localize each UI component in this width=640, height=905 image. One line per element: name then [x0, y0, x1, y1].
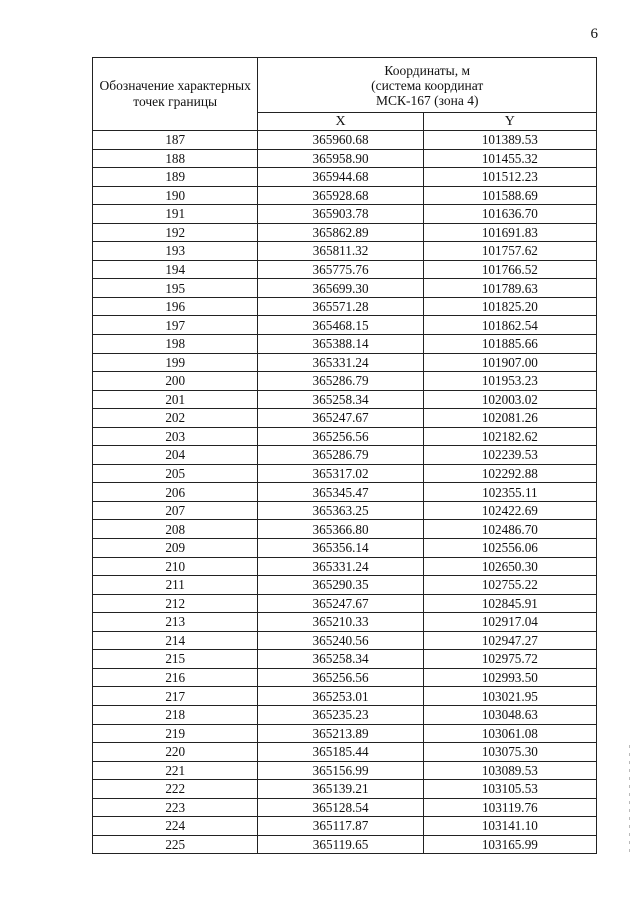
- point-number-cell: 188: [93, 149, 258, 168]
- y-coordinate-cell: 101389.53: [423, 131, 596, 150]
- point-number-cell: 224: [93, 817, 258, 836]
- point-number-cell: 190: [93, 186, 258, 205]
- y-coordinate-cell: 101953.23: [423, 372, 596, 391]
- point-number-cell: 194: [93, 260, 258, 279]
- x-coordinate-cell: 365286.79: [258, 372, 423, 391]
- x-coordinate-cell: 365699.30: [258, 279, 423, 298]
- point-number-cell: 201: [93, 390, 258, 409]
- y-coordinate-cell: 103048.63: [423, 705, 596, 724]
- table-row: [93, 557, 597, 576]
- point-number-cell: 205: [93, 464, 258, 483]
- point-number-cell: 196: [93, 297, 258, 316]
- header-coordinates-line2: (система координат: [371, 77, 484, 93]
- x-coordinate-cell: 365571.28: [258, 297, 423, 316]
- table-row: [93, 631, 597, 650]
- x-coordinate-cell: 365356.14: [258, 539, 423, 558]
- y-coordinate-cell: 102993.50: [423, 668, 596, 687]
- point-number-cell: 225: [93, 835, 258, 854]
- x-coordinate-cell: 365185.44: [258, 743, 423, 762]
- y-coordinate-cell: 103105.53: [423, 780, 596, 799]
- x-coordinate-cell: 365775.76: [258, 260, 423, 279]
- y-coordinate-cell: 102947.27: [423, 631, 596, 650]
- x-coordinate-cell: 365331.24: [258, 557, 423, 576]
- table-row: [93, 335, 597, 354]
- table-row: [93, 242, 597, 261]
- table-row: [93, 650, 597, 669]
- x-coordinate-cell: 365156.99: [258, 761, 423, 780]
- point-number-cell: 202: [93, 409, 258, 428]
- table-row: [93, 427, 597, 446]
- x-coordinate-cell: 365388.14: [258, 335, 423, 354]
- y-coordinate-cell: 102292.88: [423, 464, 596, 483]
- y-coordinate-cell: 101789.63: [423, 279, 596, 298]
- point-number-cell: 197: [93, 316, 258, 335]
- point-number-cell: 222: [93, 780, 258, 799]
- point-number-cell: 192: [93, 223, 258, 242]
- x-coordinate-cell: 365253.01: [258, 687, 423, 706]
- point-number-cell: 189: [93, 168, 258, 187]
- x-coordinate-cell: 365235.23: [258, 705, 423, 724]
- x-coordinate-cell: 365258.34: [258, 390, 423, 409]
- y-coordinate-cell: 102182.62: [423, 427, 596, 446]
- point-number-cell: 211: [93, 576, 258, 595]
- table-row: [93, 223, 597, 242]
- point-number-cell: 204: [93, 446, 258, 465]
- point-number-cell: 223: [93, 798, 258, 817]
- point-number-cell: 221: [93, 761, 258, 780]
- table-row: [93, 316, 597, 335]
- point-number-cell: 215: [93, 650, 258, 669]
- coordinates-table: [92, 57, 597, 854]
- y-coordinate-cell: 101757.62: [423, 242, 596, 261]
- y-coordinate-cell: 101512.23: [423, 168, 596, 187]
- point-number-cell: 212: [93, 594, 258, 613]
- x-coordinate-cell: 365317.02: [258, 464, 423, 483]
- point-number-cell: 219: [93, 724, 258, 743]
- table-row: [93, 168, 597, 187]
- table-row: [93, 297, 597, 316]
- table-row: [93, 835, 597, 854]
- x-coordinate-cell: 365258.34: [258, 650, 423, 669]
- x-coordinate-cell: 365862.89: [258, 223, 423, 242]
- table-row: [93, 761, 597, 780]
- table-row: [93, 186, 597, 205]
- y-coordinate-cell: 101862.54: [423, 316, 596, 335]
- y-coordinate-cell: 103089.53: [423, 761, 596, 780]
- table-row: [93, 668, 597, 687]
- table-row: [93, 798, 597, 817]
- y-coordinate-cell: 102422.69: [423, 501, 596, 520]
- x-coordinate-cell: 365128.54: [258, 798, 423, 817]
- table-row: [93, 501, 597, 520]
- x-coordinate-cell: 365811.32: [258, 242, 423, 261]
- y-coordinate-cell: 102917.04: [423, 613, 596, 632]
- y-coordinate-cell: 101885.66: [423, 335, 596, 354]
- table-row: [93, 520, 597, 539]
- table-row: [93, 483, 597, 502]
- y-coordinate-cell: 102650.30: [423, 557, 596, 576]
- y-coordinate-cell: 101691.83: [423, 223, 596, 242]
- x-coordinate-cell: 365256.56: [258, 427, 423, 446]
- x-coordinate-cell: 365119.65: [258, 835, 423, 854]
- point-number-cell: 191: [93, 205, 258, 224]
- x-coordinate-cell: 365331.24: [258, 353, 423, 372]
- x-coordinate-cell: 365468.15: [258, 316, 423, 335]
- x-coordinate-cell: 365363.25: [258, 501, 423, 520]
- y-coordinate-cell: 101636.70: [423, 205, 596, 224]
- point-number-cell: 213: [93, 613, 258, 632]
- table-row: [93, 372, 597, 391]
- table-row: [93, 705, 597, 724]
- x-coordinate-cell: 365240.56: [258, 631, 423, 650]
- x-coordinate-cell: 365903.78: [258, 205, 423, 224]
- x-coordinate-cell: 365928.68: [258, 186, 423, 205]
- y-coordinate-cell: 102081.26: [423, 409, 596, 428]
- y-coordinate-cell: 103021.95: [423, 687, 596, 706]
- y-coordinate-cell: 102355.11: [423, 483, 596, 502]
- table-row: [93, 724, 597, 743]
- table-row: [93, 279, 597, 298]
- table-row: [93, 743, 597, 762]
- point-number-cell: 200: [93, 372, 258, 391]
- table-row: [93, 817, 597, 836]
- table-row: [93, 260, 597, 279]
- y-coordinate-cell: 101825.20: [423, 297, 596, 316]
- table-row: [93, 687, 597, 706]
- table-row: [93, 149, 597, 168]
- y-coordinate-cell: 102845.91: [423, 594, 596, 613]
- scan-margin-mark: [629, 745, 630, 855]
- point-number-cell: 218: [93, 705, 258, 724]
- x-coordinate-cell: 365290.35: [258, 576, 423, 595]
- point-number-cell: 199: [93, 353, 258, 372]
- table-body: [93, 131, 597, 854]
- point-number-cell: 220: [93, 743, 258, 762]
- x-coordinate-cell: 365117.87: [258, 817, 423, 836]
- table-row: [93, 390, 597, 409]
- y-coordinate-cell: 102486.70: [423, 520, 596, 539]
- point-number-cell: 208: [93, 520, 258, 539]
- table-row: [93, 353, 597, 372]
- header-coordinates: [258, 58, 597, 113]
- y-coordinate-cell: 102003.02: [423, 390, 596, 409]
- table-row: [93, 613, 597, 632]
- point-number-cell: 209: [93, 539, 258, 558]
- x-coordinate-cell: 365944.68: [258, 168, 423, 187]
- point-number-cell: 193: [93, 242, 258, 261]
- y-coordinate-cell: 101455.32: [423, 149, 596, 168]
- y-coordinate-cell: 103165.99: [423, 835, 596, 854]
- y-coordinate-cell: 101907.00: [423, 353, 596, 372]
- table-row: [93, 594, 597, 613]
- table-row: [93, 780, 597, 799]
- x-coordinate-cell: 365286.79: [258, 446, 423, 465]
- header-point-designation: Обозначение характерных точек границы: [93, 58, 258, 131]
- x-coordinate-cell: 365213.89: [258, 724, 423, 743]
- point-number-cell: 210: [93, 557, 258, 576]
- x-coordinate-cell: 365256.56: [258, 668, 423, 687]
- y-coordinate-cell: 101766.52: [423, 260, 596, 279]
- x-coordinate-cell: 365345.47: [258, 483, 423, 502]
- x-coordinate-cell: 365139.21: [258, 780, 423, 799]
- x-coordinate-cell: 365210.33: [258, 613, 423, 632]
- x-coordinate-cell: 365366.80: [258, 520, 423, 539]
- x-coordinate-cell: 365958.90: [258, 149, 423, 168]
- table-row: [93, 205, 597, 224]
- point-number-cell: 216: [93, 668, 258, 687]
- y-coordinate-cell: 102975.72: [423, 650, 596, 669]
- table-row: [93, 409, 597, 428]
- point-number-cell: 195: [93, 279, 258, 298]
- header-coordinates-line3: МСК-167 (зона 4): [375, 92, 479, 108]
- y-coordinate-cell: 102755.22: [423, 576, 596, 595]
- point-number-cell: 203: [93, 427, 258, 446]
- point-number-cell: 207: [93, 501, 258, 520]
- header-x: X: [258, 113, 423, 131]
- table-row: [93, 131, 597, 150]
- table-row: [93, 576, 597, 595]
- table-row: [93, 539, 597, 558]
- table-row: [93, 464, 597, 483]
- x-coordinate-cell: 365247.67: [258, 594, 423, 613]
- point-number-cell: 187: [93, 131, 258, 150]
- point-number-cell: 217: [93, 687, 258, 706]
- table-row: [93, 446, 597, 465]
- point-number-cell: 214: [93, 631, 258, 650]
- y-coordinate-cell: 101588.69: [423, 186, 596, 205]
- point-number-cell: 198: [93, 335, 258, 354]
- y-coordinate-cell: 102556.06: [423, 539, 596, 558]
- y-coordinate-cell: 102239.53: [423, 446, 596, 465]
- page-number: 6: [590, 26, 598, 42]
- header-coordinates-line1: Координаты, м: [384, 62, 471, 78]
- x-coordinate-cell: 365960.68: [258, 131, 423, 150]
- header-y: Y: [423, 113, 596, 131]
- y-coordinate-cell: 103075.30: [423, 743, 596, 762]
- y-coordinate-cell: 103141.10: [423, 817, 596, 836]
- y-coordinate-cell: 103119.76: [423, 798, 596, 817]
- x-coordinate-cell: 365247.67: [258, 409, 423, 428]
- point-number-cell: 206: [93, 483, 258, 502]
- table-header: [93, 58, 597, 131]
- y-coordinate-cell: 103061.08: [423, 724, 596, 743]
